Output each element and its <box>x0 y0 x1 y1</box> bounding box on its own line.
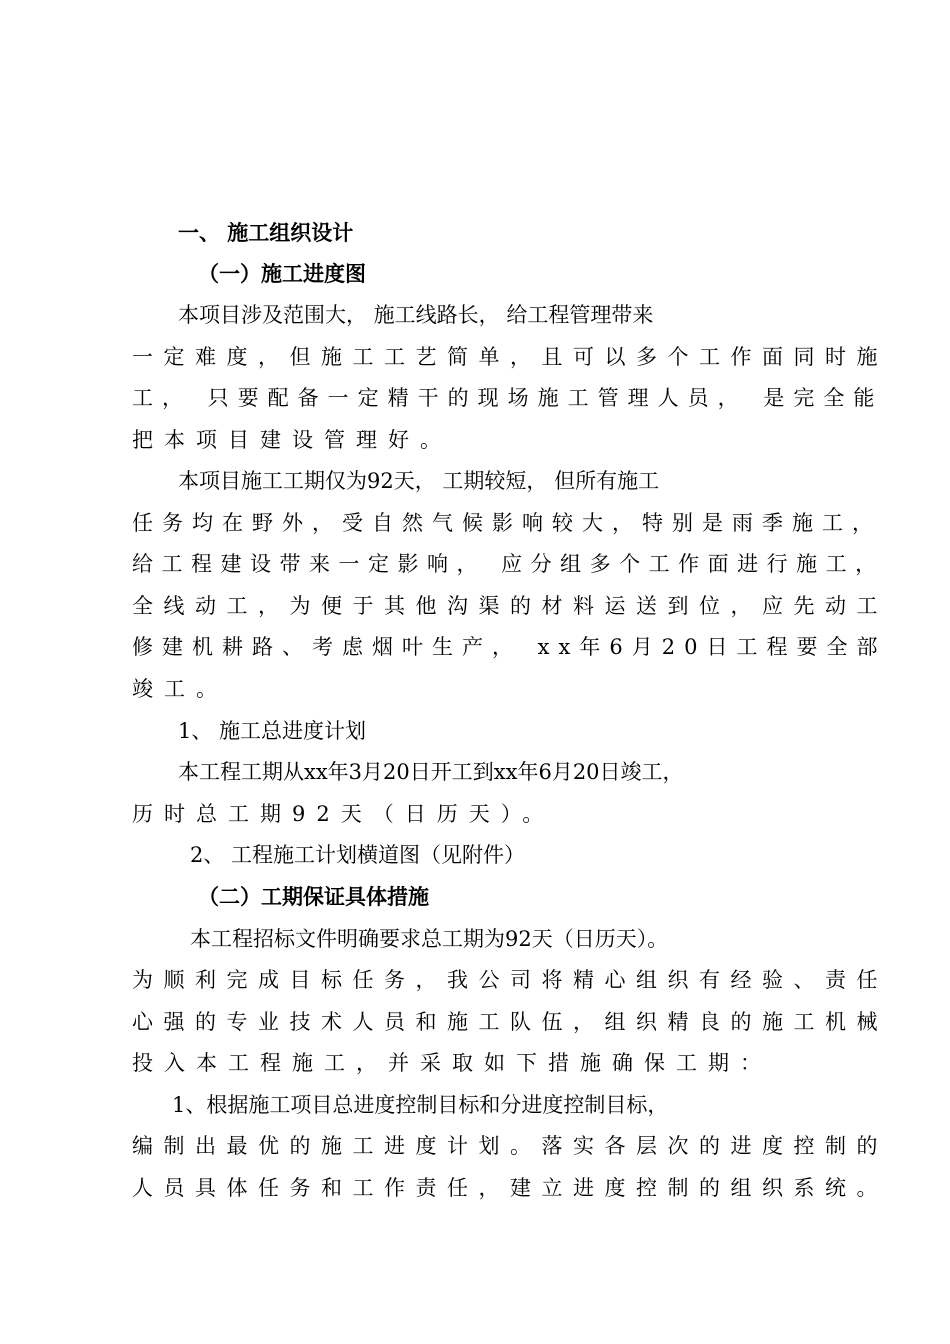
paragraph-line: 本工程工期从xx年3月20日开工到xx年6月20日竣工， <box>178 760 684 784</box>
paragraph-line: 任务均在野外，受自然气候影响较大，特别是雨季施工， <box>132 511 882 535</box>
paragraph-line: 投入本工程施工，并采取如下措施确保工期： <box>132 1051 772 1075</box>
paragraph-line: 工， 只要配备一定精干的现场施工管理人员， 是完全能 <box>132 386 884 410</box>
paragraph-line: 竣工。 <box>132 677 228 701</box>
paragraph-line: 全线动工，为便于其他沟渠的材料运送到位，应先动工 <box>132 594 888 618</box>
subsection-heading: （一）施工进度图 <box>198 261 366 286</box>
paragraph-line: 心强的专业技术人员和施工队伍，组织精良的施工机械 <box>132 1010 888 1034</box>
item-title: 1、 施工总进度计划 <box>178 719 367 743</box>
paragraph-line: 为顺利完成目标任务，我公司将精心组织有经验、责任 <box>132 968 888 992</box>
paragraph-line: 历时总工期92天（日历天）。 <box>132 802 555 826</box>
paragraph-line: 给工程建设带来一定影响， 应分组多个工作面进行施工， <box>132 552 885 576</box>
paragraph-line: 本工程招标文件明确要求总工期为92天（日历天）。 <box>190 927 669 951</box>
paragraph-line: 本项目涉及范围大， 施工线路长， 给工程管理带来 <box>178 303 654 327</box>
paragraph-line: 一定难度，但施工工艺简单，且可以多个工作面同时施 <box>132 345 888 369</box>
paragraph-line: 人员具体任务和工作责任，建立进度控制的组织系统。 <box>132 1176 888 1200</box>
section-heading: 一、 施工组织设计 <box>178 220 354 245</box>
paragraph-line: 修建机耕路、考虑烟叶生产， xx年6月20日工程要全部 <box>132 635 887 659</box>
paragraph-line: 把本项目建设管理好。 <box>132 428 452 452</box>
paragraph-line: 本项目施工工期仅为92天， 工期较短， 但所有施工 <box>178 469 660 493</box>
subsection-heading: （二）工期保证具体措施 <box>198 884 429 909</box>
item-title: 2、 工程施工计划横道图（见附件） <box>190 843 526 867</box>
paragraph-line: 编制出最优的施工进度计划。落实各层次的进度控制的 <box>132 1134 888 1158</box>
paragraph-line: 1、根据施工项目总进度控制目标和分进度控制目标， <box>172 1093 669 1117</box>
